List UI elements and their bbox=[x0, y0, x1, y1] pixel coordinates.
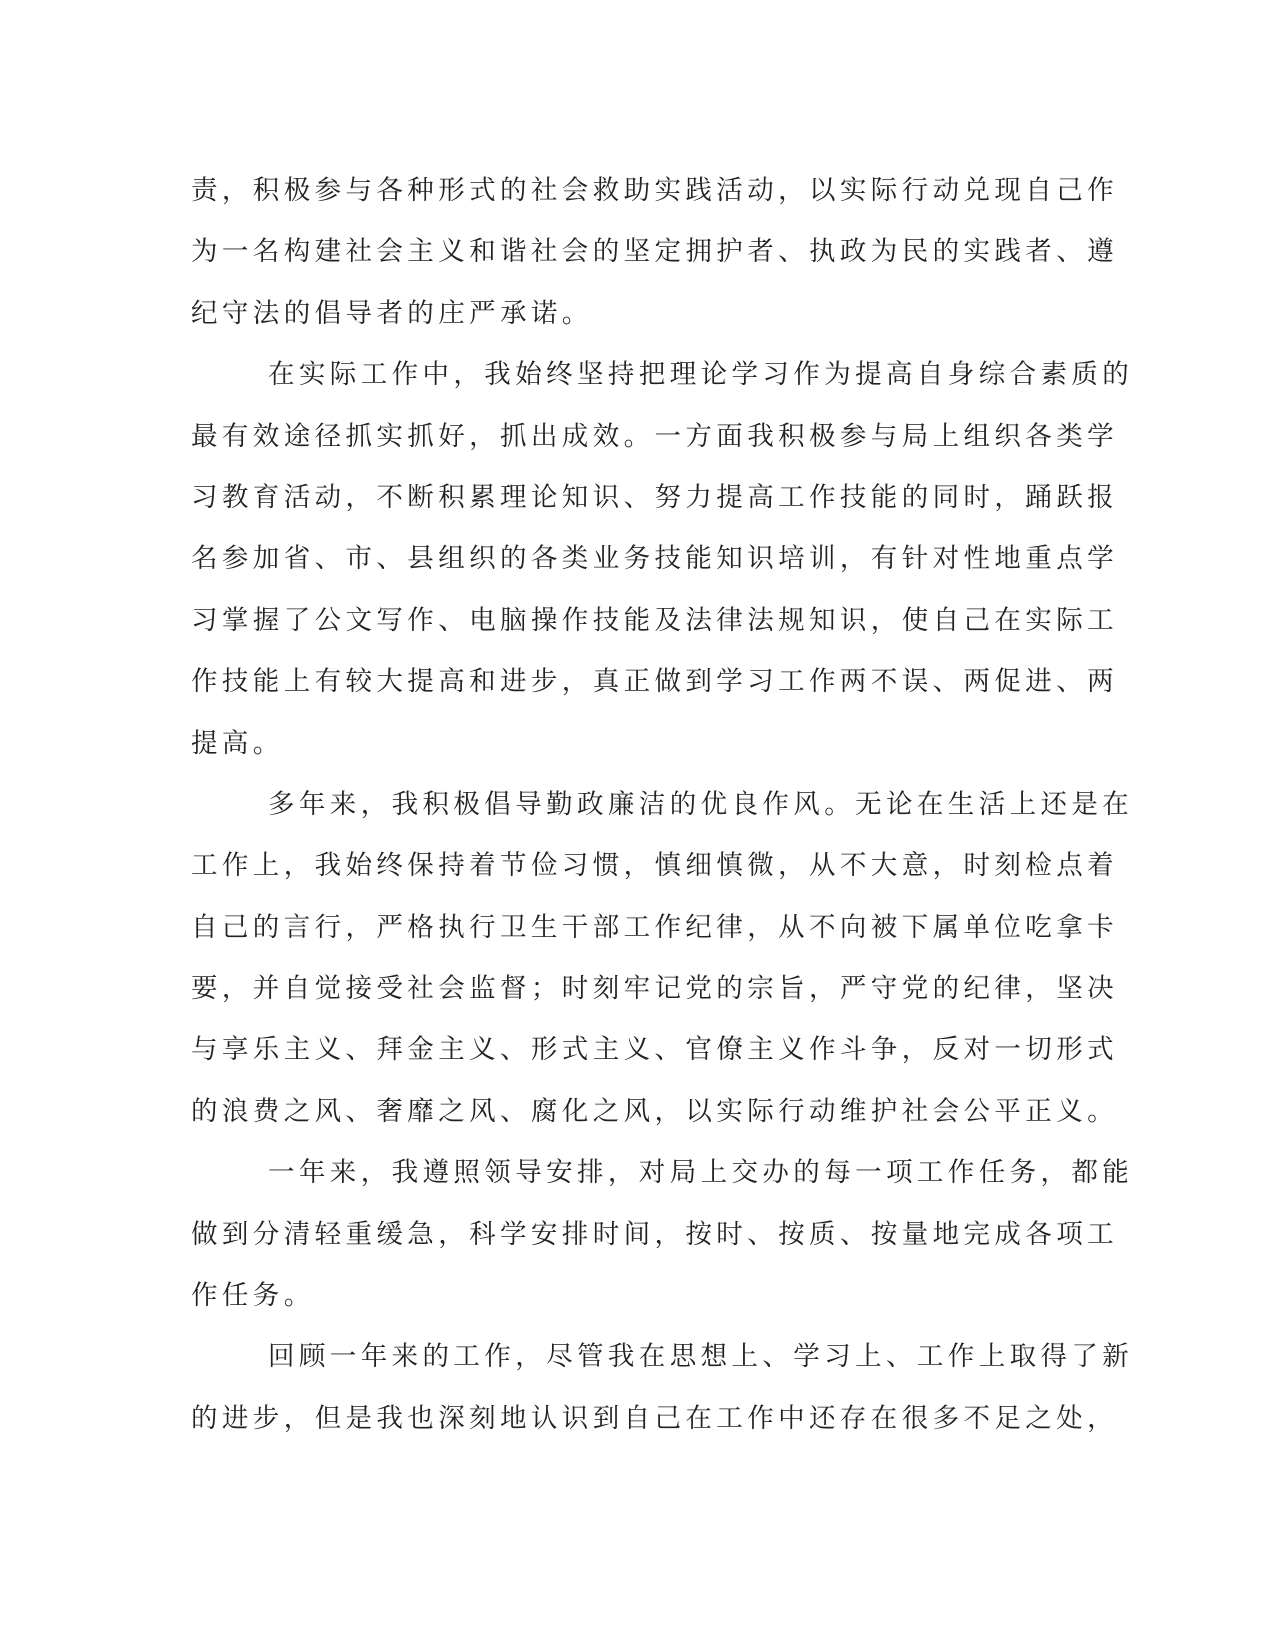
text-line: 名参加省、市、县组织的各类业务技能知识培训，有针对性地重点学 bbox=[191, 543, 1118, 575]
paragraph-2 bbox=[191, 344, 1134, 774]
paragraph-3 bbox=[191, 774, 1134, 1142]
text-line: 多年来，我积极倡导勤政廉洁的优良作风。无论在生活上还是在 bbox=[268, 788, 1134, 820]
text-line: 要，并自觉接受社会监督；时刻牢记党的宗旨，严守党的纪律，坚决 bbox=[191, 973, 1118, 1005]
paragraph-1 bbox=[191, 160, 1118, 344]
text-line: 与享乐主义、拜金主义、形式主义、官僚主义作斗争，反对一切形式 bbox=[191, 1034, 1118, 1066]
text-line: 回顾一年来的工作，尽管我在思想上、学习上、工作上取得了新 bbox=[268, 1341, 1134, 1373]
text-line: 的进步，但是我也深刻地认识到自己在工作中还存在很多不足之处， bbox=[191, 1402, 1118, 1434]
text-line: 的浪费之风、奢靡之风、腐化之风，以实际行动维护社会公平正义。 bbox=[191, 1095, 1118, 1127]
text-line: 自己的言行，严格执行卫生干部工作纪律，从不向被下属单位吃拿卡 bbox=[191, 911, 1118, 943]
paragraph-5 bbox=[191, 1326, 1134, 1449]
document-body bbox=[191, 160, 1134, 1449]
text-line: 最有效途径抓实抓好，抓出成效。一方面我积极参与局上组织各类学 bbox=[191, 420, 1118, 452]
text-line: 纪守法的倡导者的庄严承诺。 bbox=[191, 297, 593, 329]
text-line: 提高。 bbox=[191, 727, 284, 759]
text-line: 为一名构建社会主义和谐社会的坚定拥护者、执政为民的实践者、遵 bbox=[191, 236, 1118, 268]
text-line: 作任务。 bbox=[191, 1280, 315, 1312]
text-line: 在实际工作中，我始终坚持把理论学习作为提高自身综合素质的 bbox=[268, 359, 1134, 391]
text-line: 工作上，我始终保持着节俭习惯，慎细慎微，从不大意，时刻检点着 bbox=[191, 850, 1118, 882]
paragraph-4 bbox=[191, 1142, 1134, 1326]
text-line: 做到分清轻重缓急，科学安排时间，按时、按质、按量地完成各项工 bbox=[191, 1218, 1118, 1250]
text-line: 一年来，我遵照领导安排，对局上交办的每一项工作任务，都能 bbox=[268, 1157, 1134, 1189]
text-line: 责，积极参与各种形式的社会救助实践活动，以实际行动兑现自己作 bbox=[191, 175, 1118, 206]
text-line: 作技能上有较大提高和进步，真正做到学习工作两不误、两促进、两 bbox=[191, 666, 1118, 698]
text-line: 习掌握了公文写作、电脑操作技能及法律法规知识，使自己在实际工 bbox=[191, 604, 1118, 636]
text-line: 习教育活动，不断积累理论知识、努力提高工作技能的同时，踊跃报 bbox=[191, 481, 1118, 513]
